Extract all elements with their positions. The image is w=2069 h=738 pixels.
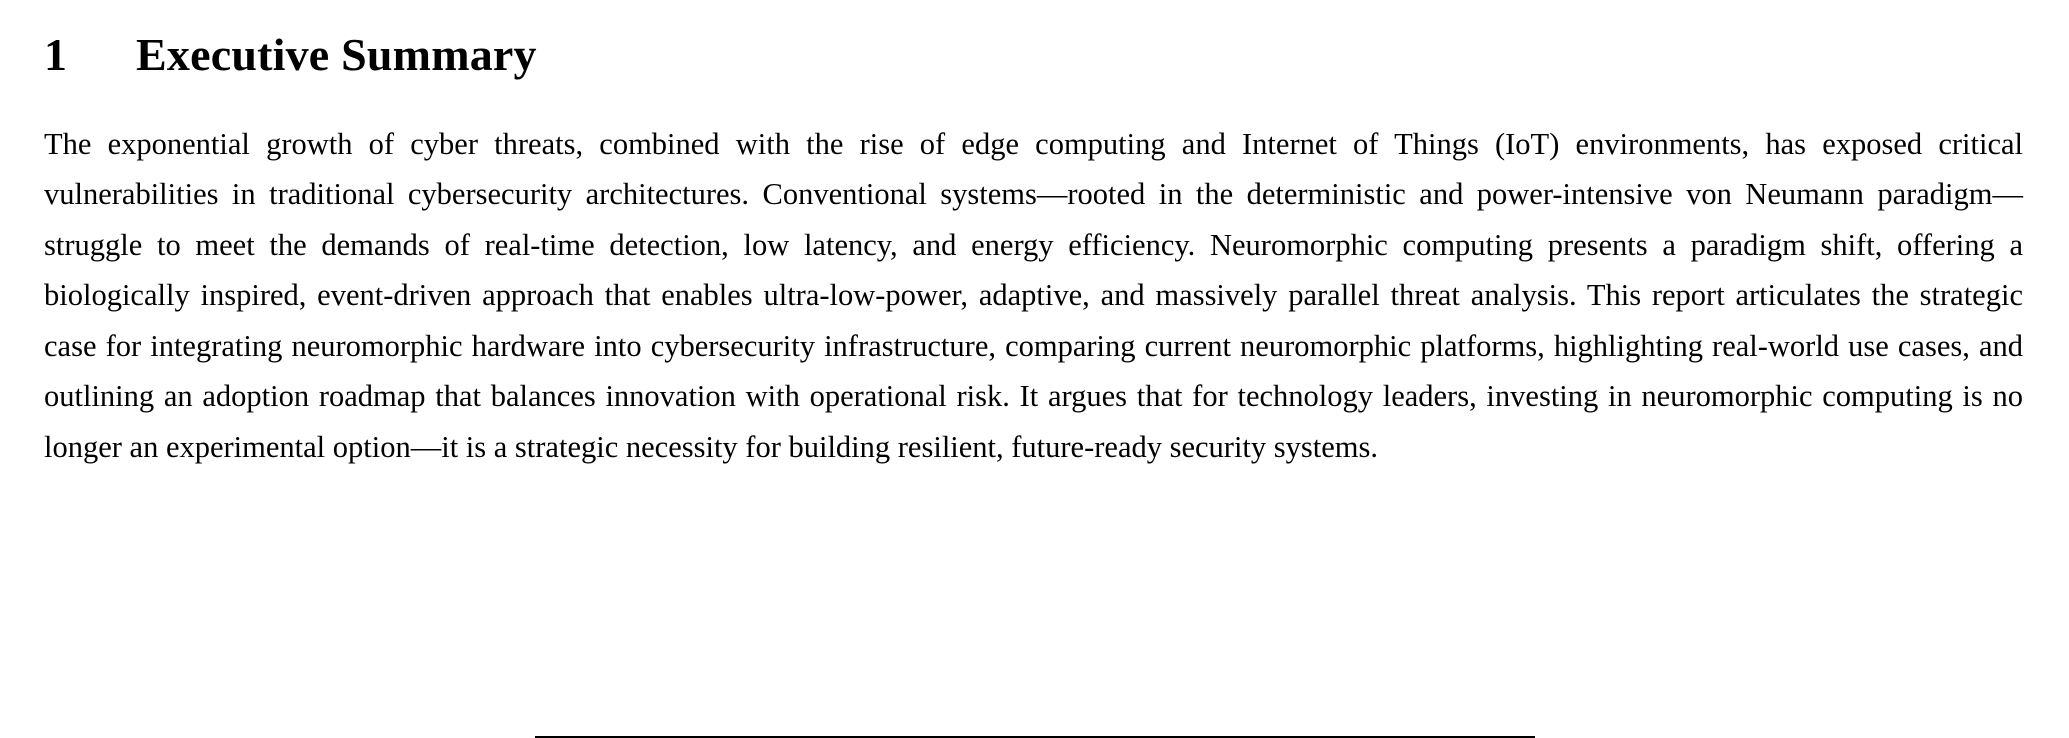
section-body-paragraph: The exponential growth of cyber threats, combined with the rise of edge computing and Internet of Things (IoT) environments, has exposed critical vulnerabilities in traditional cybersecurity architectures. Conventional systems—rooted in the deterministic and power-intensive von Neumann paradigm—struggle to meet the demands of real-time detection, low latency, and energy efficiency. Neuromorphic computing presents a paradigm shift, offering a biologically inspired, event-driven approach that enables ultra-low-power, adaptive, and massively parallel threat analysis. This report articulates the strategic case for integrating neuromorphic hardware into cybersecurity infrastructure, comparing current neuromorphic platforms, highlighting real-world use cases, and outlining an adoption roadmap that balances innovation with operational risk. It argues that for technology leaders, investing in neuromorphic computing is no longer an experimental option—it is a strategic necessity for building resilient, future-ready security systems. [44, 126, 2023, 464]
page-title [44, 30, 2025, 81]
footnote-rule-container [0, 678, 2069, 738]
section-number: 1 [44, 29, 68, 80]
section-title: Executive Summary [136, 29, 537, 80]
